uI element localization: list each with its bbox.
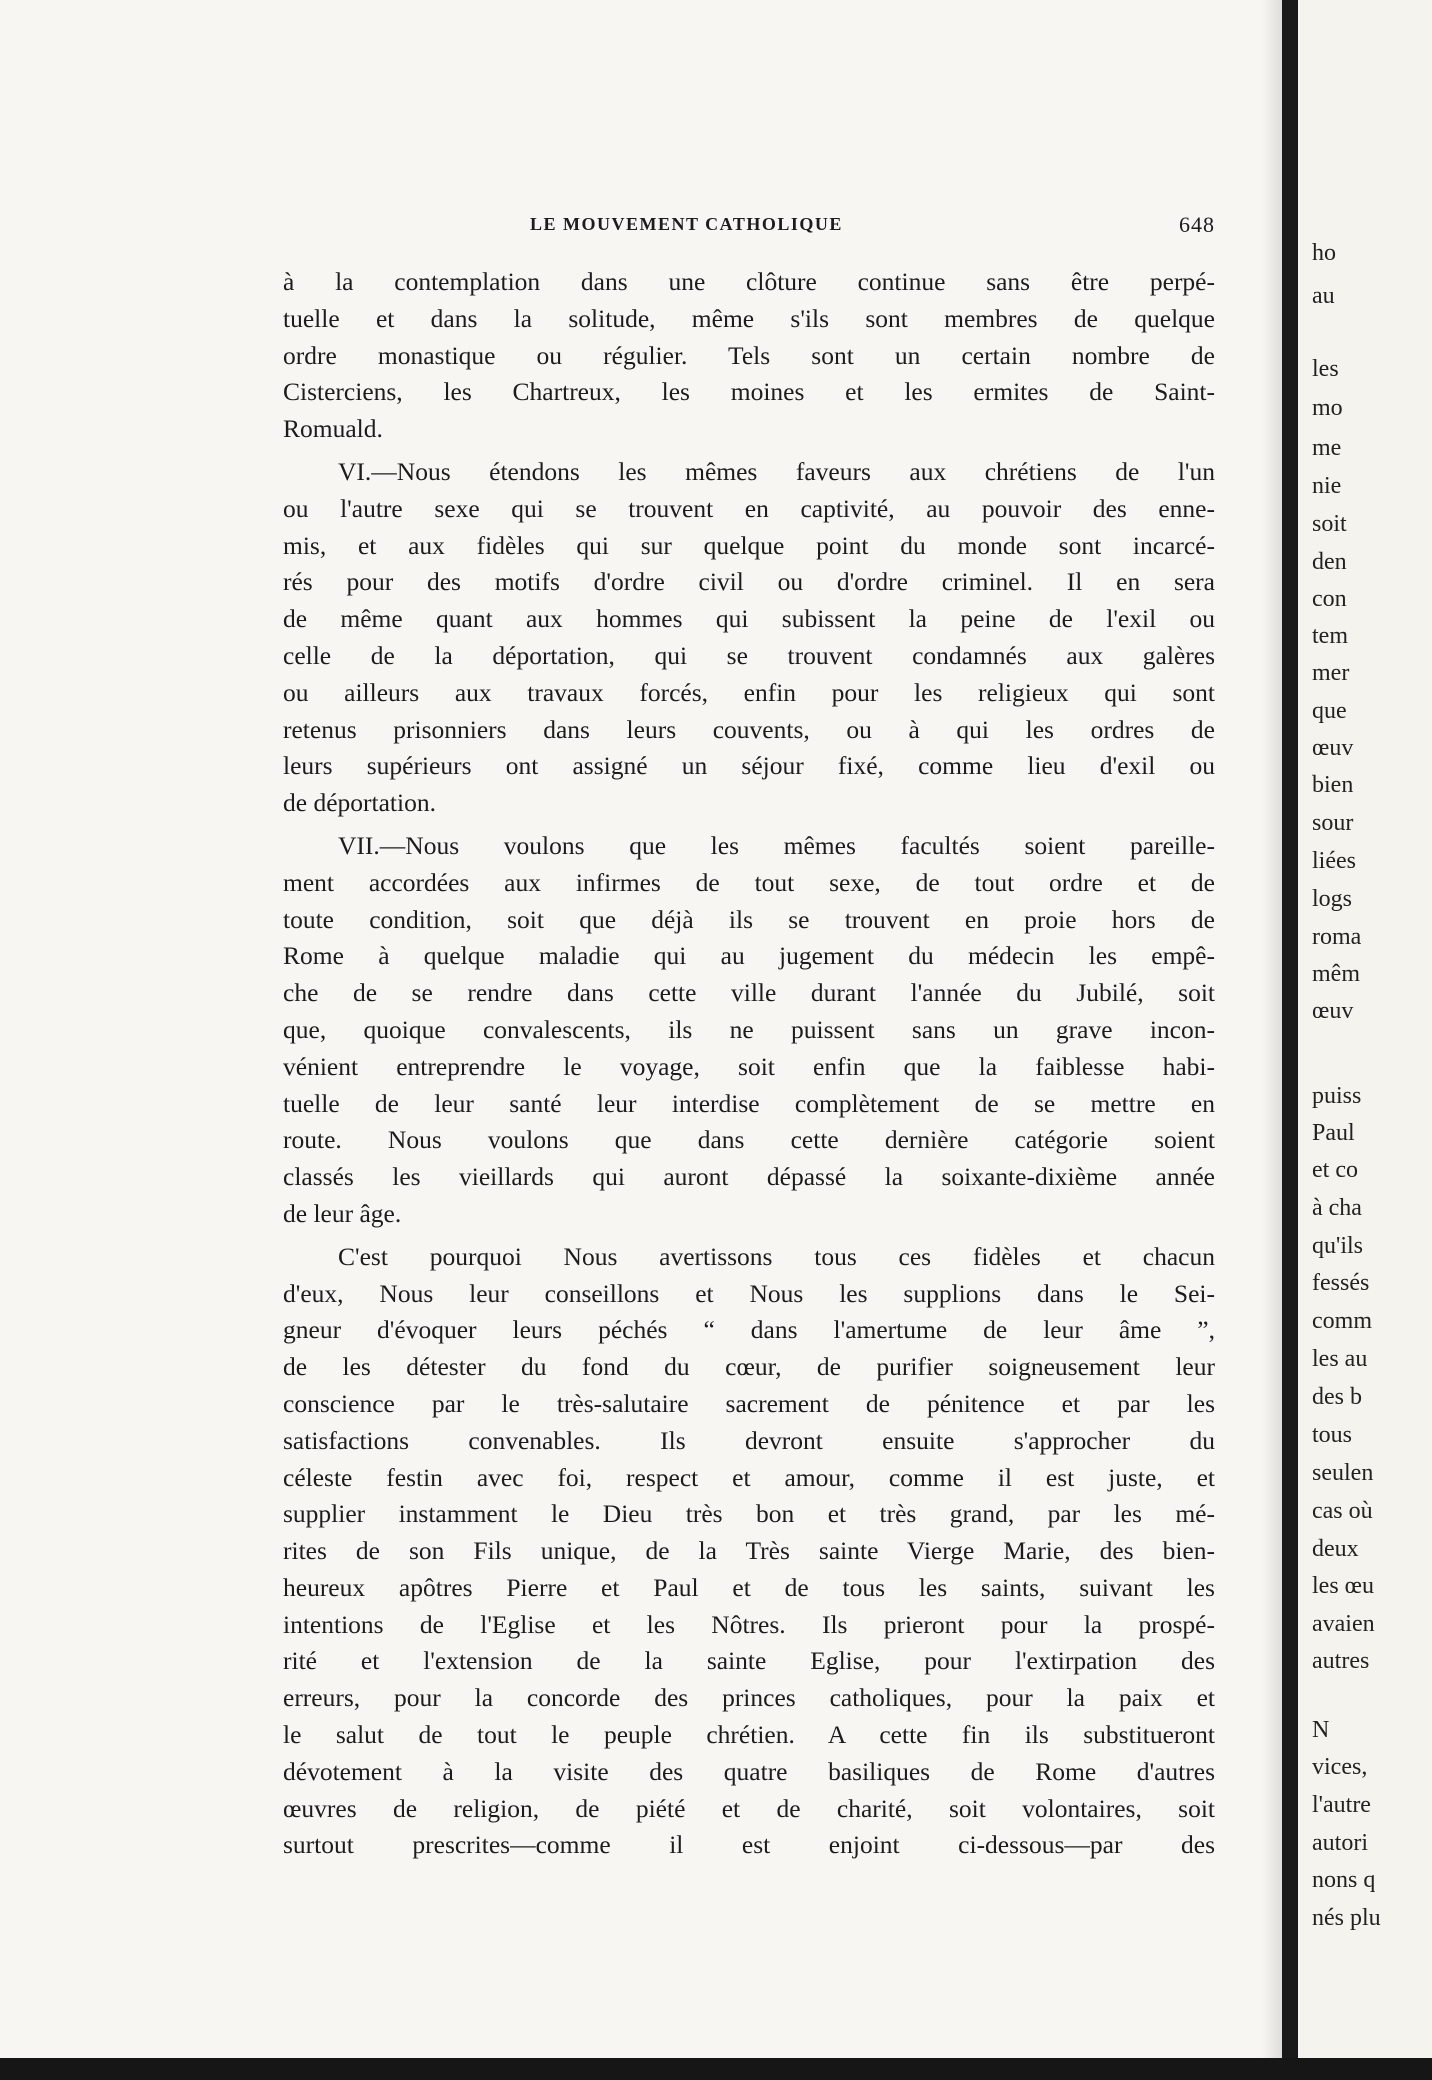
running-title: LE MOUVEMENT CATHOLIQUE (530, 214, 843, 234)
text-line: ment accordées aux infirmes de tout sexe, de tout ordre et de (283, 867, 1215, 897)
next-page-word: nie (1312, 473, 1342, 499)
next-page-word: à cha (1312, 1195, 1362, 1221)
next-page-word: les (1312, 356, 1339, 382)
next-page-word: avaien (1312, 1611, 1375, 1637)
next-page-word: puiss (1312, 1083, 1362, 1109)
text-line: erreurs, pour la concorde des princes catholiques, pour la paix et (283, 1683, 1215, 1713)
next-page-word: œuv (1312, 998, 1354, 1024)
text-line: rites de son Fils unique, de la Très sainte Vierge Marie, des bien- (283, 1536, 1215, 1566)
page-header (285, 210, 1215, 242)
text-line: route. Nous voulons que dans cette dernière catégorie soient (283, 1125, 1215, 1155)
next-page-word: mo (1312, 395, 1343, 421)
paragraph (283, 1239, 1215, 1865)
text-line: intentions de l'Eglise et les Nôtres. Ils prieront pour la prospé- (283, 1609, 1215, 1639)
text-line: Rome à quelque maladie qui au jugement du médecin les empê- (283, 941, 1215, 971)
next-page-word: cas où (1312, 1498, 1373, 1524)
next-page-word: tous (1312, 1422, 1353, 1448)
text-line: toute condition, soit que déjà ils se trouvent en proie hors de (283, 904, 1215, 934)
text-line: tuelle de leur santé leur interdise complètement de se mettre en (283, 1088, 1215, 1118)
text-line: le salut de tout le peuple chrétien. A cette fin ils substitueront (283, 1720, 1215, 1750)
next-page-word: seulen (1312, 1460, 1374, 1486)
text-line: heureux apôtres Pierre et Paul et de tous les saints, suivant les (283, 1572, 1215, 1602)
text-line: ou l'autre sexe qui se trouvent en captivité, au pouvoir des enne- (283, 493, 1215, 523)
text-line: de déportation. (283, 788, 436, 818)
text-line: surtout prescrites—comme il est enjoint ci-dessous—par des (283, 1830, 1215, 1860)
text-line: Romuald. (283, 414, 383, 444)
body-text (283, 264, 1215, 1870)
scan-bottom-edge (0, 2058, 1432, 2080)
binding-shadow (1262, 0, 1282, 2080)
text-line: gneur d'évoquer leurs péchés “ dans l'amertume de leur âme ”, (283, 1315, 1215, 1345)
next-page-word: vices, (1312, 1754, 1368, 1780)
next-page-word: soit (1312, 511, 1347, 537)
text-line: d'eux, Nous leur conseillons et Nous les supplions dans le Sei- (283, 1278, 1215, 1308)
next-page-word: autori (1312, 1830, 1368, 1856)
book-gutter (1282, 0, 1298, 2080)
text-line: supplier instamment le Dieu très bon et très grand, par les mé- (283, 1499, 1215, 1529)
next-page-word: œuv (1312, 735, 1354, 761)
text-line: retenus prisonniers dans leurs couvents, ou à qui les ordres de (283, 714, 1215, 744)
text-line: de même quant aux hommes qui subissent la peine de l'exil ou (283, 604, 1215, 634)
page-number: 648 (1179, 212, 1215, 237)
next-page-word: Paul (1312, 1120, 1355, 1146)
next-page-word: deux (1312, 1536, 1359, 1562)
next-page-word: comm (1312, 1308, 1372, 1334)
next-page-word: bien (1312, 772, 1354, 798)
next-page-word: mêm (1312, 961, 1360, 987)
text-line: œuvres de religion, de piété et de charité, soit volontaires, soit (283, 1793, 1215, 1823)
text-line: celle de la déportation, qui se trouvent condamnés aux galères (283, 640, 1215, 670)
next-page-fragment (1300, 0, 1432, 2058)
text-line: VI.—Nous étendons les mêmes faveurs aux chrétiens de l'un (338, 456, 1215, 486)
text-line: rés pour des motifs d'ordre civil ou d'ordre criminel. Il en sera (283, 567, 1215, 597)
next-page-word: ho (1312, 240, 1336, 266)
text-line: céleste festin avec foi, respect et amour, comme il est juste, et (283, 1462, 1215, 1492)
next-page-word: l'autre (1312, 1792, 1371, 1818)
text-line: à la contemplation dans une clôture continue sans être perpé- (283, 267, 1215, 296)
next-page-word: N (1312, 1717, 1330, 1743)
text-line: ordre monastique ou régulier. Tels sont un certain nombre de (283, 340, 1215, 370)
next-page-word: roma (1312, 924, 1362, 950)
next-page-word: me (1312, 435, 1342, 461)
text-line: Cisterciens, les Chartreux, les moines et les ermites de Saint- (283, 377, 1215, 407)
text-line: classés les vieillards qui auront dépassé la soixante-dixième année (283, 1162, 1215, 1192)
text-line: que, quoique convalescents, ils ne puissent sans un grave incon- (283, 1014, 1215, 1044)
next-page-word: nés plu (1312, 1905, 1381, 1931)
text-line: leurs supérieurs ont assigné un séjour fixé, comme lieu d'exil ou (283, 751, 1215, 781)
paragraph (283, 264, 1215, 448)
next-page-word: que (1312, 698, 1347, 724)
next-page-word: nons q (1312, 1867, 1376, 1893)
text-line: che de se rendre dans cette ville durant l'année du Jubilé, soit (283, 978, 1215, 1008)
text-line: de les détester du fond du cœur, de purifier soigneusement leur (283, 1352, 1215, 1382)
text-line: conscience par le très-salutaire sacrement de pénitence et par les (283, 1388, 1215, 1418)
next-page-word: fessés (1312, 1270, 1370, 1296)
text-line: de leur âge. (283, 1198, 402, 1228)
next-page-word: logs (1312, 886, 1353, 912)
text-line: ou ailleurs aux travaux forcés, enfin pour les religieux qui sont (283, 677, 1215, 707)
text-line: tuelle et dans la solitude, même s'ils sont membres de quelque (283, 303, 1215, 333)
text-line: C'est pourquoi Nous avertissons tous ces fidèles et chacun (338, 1241, 1215, 1271)
text-line: mis, et aux fidèles qui sur quelque point du monde sont incarcé- (283, 530, 1215, 560)
text-line: rité et l'extension de la sainte Eglise, pour l'extirpation des (283, 1646, 1215, 1676)
text-line: dévotement à la visite des quatre basiliques de Rome d'autres (283, 1756, 1215, 1786)
next-page-word: qu'ils (1312, 1233, 1363, 1259)
next-page-word: con (1312, 586, 1347, 612)
next-page-word: les au (1312, 1346, 1368, 1372)
next-page-word: mer (1312, 660, 1350, 686)
next-page-word: au (1312, 283, 1335, 309)
text-line: VII.—Nous voulons que les mêmes facultés soient pareille- (338, 830, 1215, 860)
next-page-word: sour (1312, 810, 1354, 836)
next-page-word: liées (1312, 848, 1356, 874)
next-page-word: autres (1312, 1648, 1370, 1674)
text-line: satisfactions convenables. Ils devront ensuite s'approcher du (283, 1425, 1215, 1455)
text-line: vénient entreprendre le voyage, soit enfin que la faiblesse habi- (283, 1051, 1215, 1081)
paragraph (283, 454, 1215, 822)
next-page-word: des b (1312, 1384, 1362, 1410)
next-page-word: et co (1312, 1157, 1358, 1183)
paragraph (283, 828, 1215, 1233)
next-page-word: tem (1312, 623, 1348, 649)
next-page-word: les œu (1312, 1573, 1374, 1599)
next-page-word: den (1312, 549, 1347, 575)
